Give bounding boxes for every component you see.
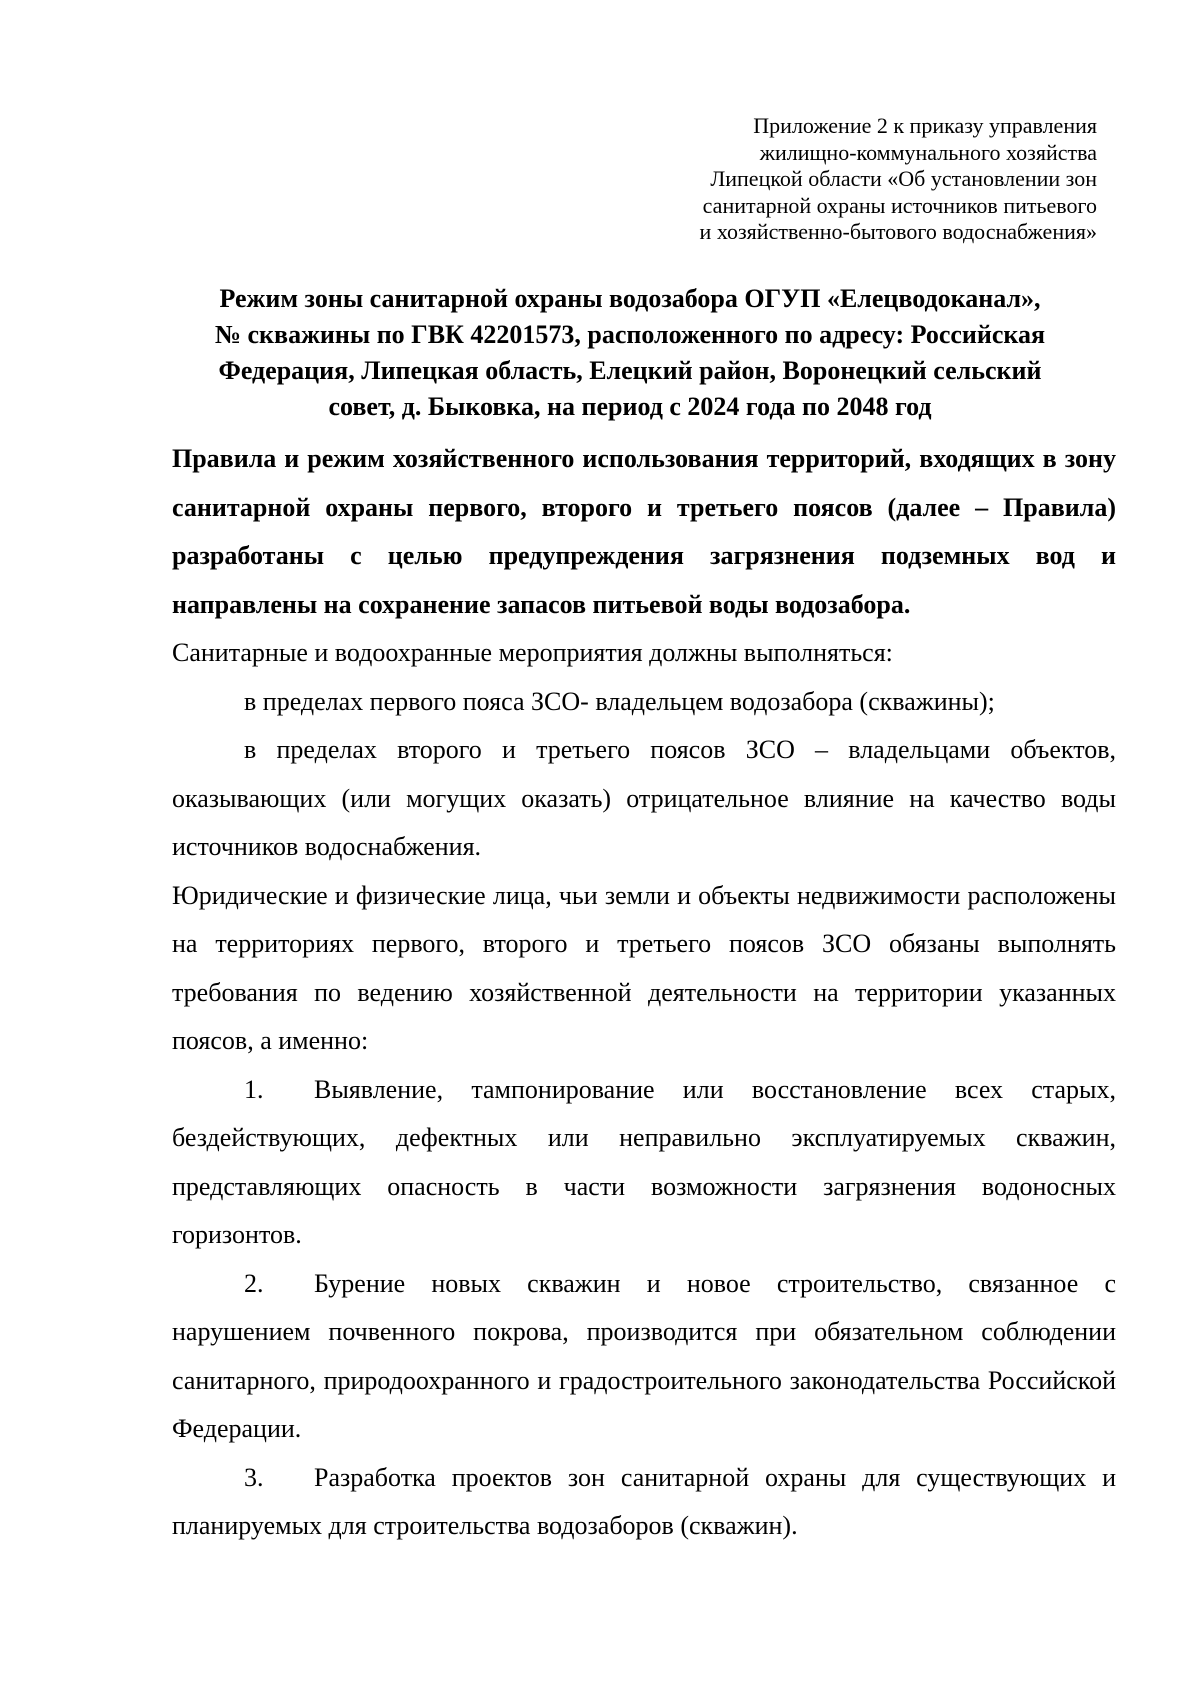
appendix-line: и хозяйственно-бытового водоснабжения» (699, 219, 1097, 244)
title-line: № скважины по ГВК 42201573, расположенного по адресу: Российская (214, 320, 1046, 349)
list-item-number: 1. (244, 1074, 264, 1104)
title-line: Режим зоны санитарной охраны водозабора ОГУП «Елецводоканал», (219, 284, 1041, 313)
document-body (172, 435, 1116, 1551)
appendix-line: санитарной охраны источников питьевого (702, 192, 1097, 218)
list-item-text: Выявление, тампонирование или восстановление всех старых, бездействующих, дефектных или неправильно эксплуатируемых скважин, представляющих опасность в части возможности загрязнения водоносных горизонтов. (172, 1074, 1116, 1249)
title-line: Федерация, Липецкая область, Елецкий район, Воронецкий сельский (218, 356, 1042, 385)
title-line: совет, д. Быковка, на период с 2024 года по 2048 год (328, 392, 932, 421)
list-item-text: Бурение новых скважин и новое строительство, связанное с нарушением почвенного покрова, производится при обязательном соблюдении санитарного, природоохранного и градостроительного законодательства Российской Федерации. (172, 1268, 1116, 1443)
measures-heading: Санитарные и водоохранные мероприятия должны выполняться: (172, 638, 893, 667)
list-item (172, 1066, 1116, 1260)
document-title (160, 281, 1100, 425)
list-item-number: 3. (244, 1462, 264, 1492)
rules-intro-paragraph: Правила и режим хозяйственного использования территорий, входящих в зону санитарной охраны первого, второго и третьего поясов (далее – Правила) разработаны с целью предупреждения загрязнения подземных вод и направлены на сохранение запасов питьевой воды водозабора. (172, 444, 1116, 619)
list-item (172, 1454, 1116, 1551)
measure-first-zone: в пределах первого пояса ЗСО- владельцем водозабора (скважины); (244, 686, 995, 716)
measure-second-third-zone: в пределах второго и третьего поясов ЗСО – владельцами объектов, оказывающих (или могущих оказать) отрицательное влияние на качество воды источников водоснабжения. (172, 735, 1116, 861)
list-item-number: 2. (244, 1268, 264, 1298)
appendix-line: Липецкой области «Об установлении зон (710, 166, 1097, 191)
list-item-text: Разработка проектов зон санитарной охраны для существующих и планируемых для строительства водозаборов (скважин). (172, 1462, 1116, 1540)
obligations-paragraph: Юридические и физические лица, чьи земли и объекты недвижимости расположены на территориях первого, второго и третьего поясов ЗСО обязаны выполнять требования по ведению хозяйственной деятельности на территории указанных поясов, а именно: (172, 880, 1116, 1055)
appendix-line: Приложение 2 к приказу управления (753, 113, 1097, 138)
list-item (172, 1260, 1116, 1454)
appendix-reference (577, 113, 1097, 246)
appendix-line: жилищно-коммунального хозяйства (759, 139, 1097, 165)
